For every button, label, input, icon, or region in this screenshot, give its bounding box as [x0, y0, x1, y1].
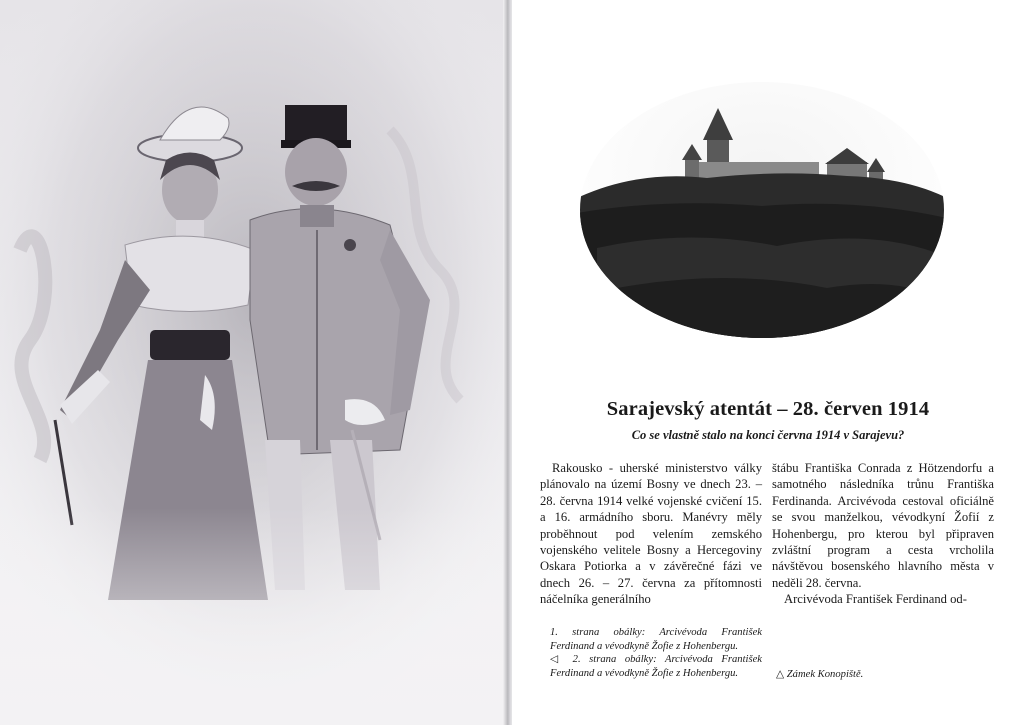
paragraph: Arcivévoda František Ferdinand od- — [784, 592, 967, 607]
article-subtitle: Co se vlastně stalo na konci června 1914 v Sarajevu? — [631, 428, 905, 442]
right-page — [512, 0, 1024, 725]
paragraph: štábu Františka Conrada z Hötzendorfu a samotného následníka trůnu Františka Ferdinanda. Arcivévoda cestoval oficiálně se svou manželkou, vévodkyní Žofií z Hohenbergu, pro kterou byl připraven zvláštní program a cesta vrcholila návštěvou bosenského hlavního města v neděli 28. června. — [772, 461, 994, 590]
portrait-photo — [0, 0, 506, 725]
text-column-left — [540, 460, 762, 608]
paragraph: Rakousko - uherské ministerstvo války plánovalo na území Bosny ve dnech 23. – 28. června 1914 velké vojenské cvičení 15. a 16. armádního sboru. Manévry měly proběhnout pod velením zemského vojenského velitele Bosny a Hercegoviny Oskara Potiorka a v závěrečné fázi ve dnech 26. – 27. června za přítomnosti náčelníka generálního — [540, 461, 762, 607]
caption-cover-2: ◁ 2. strana obálky: Arcivévoda František Ferdinand a vévodkyně Žofie z Hohenbergu. — [550, 654, 762, 679]
castle-illustration — [577, 78, 947, 343]
left-page — [0, 0, 506, 725]
text-column-right — [772, 460, 994, 608]
cover-captions — [550, 626, 762, 680]
caption-cover-1: 1. strana obálky: Arcivévoda František Ferdinand a vévodkyně Žofie z Hohenbergu. — [550, 627, 762, 652]
article-title: Sarajevský atentát – 28. červen 1914 — [606, 398, 930, 420]
caption-castle: △ Zámek Konopiště. — [776, 669, 864, 680]
